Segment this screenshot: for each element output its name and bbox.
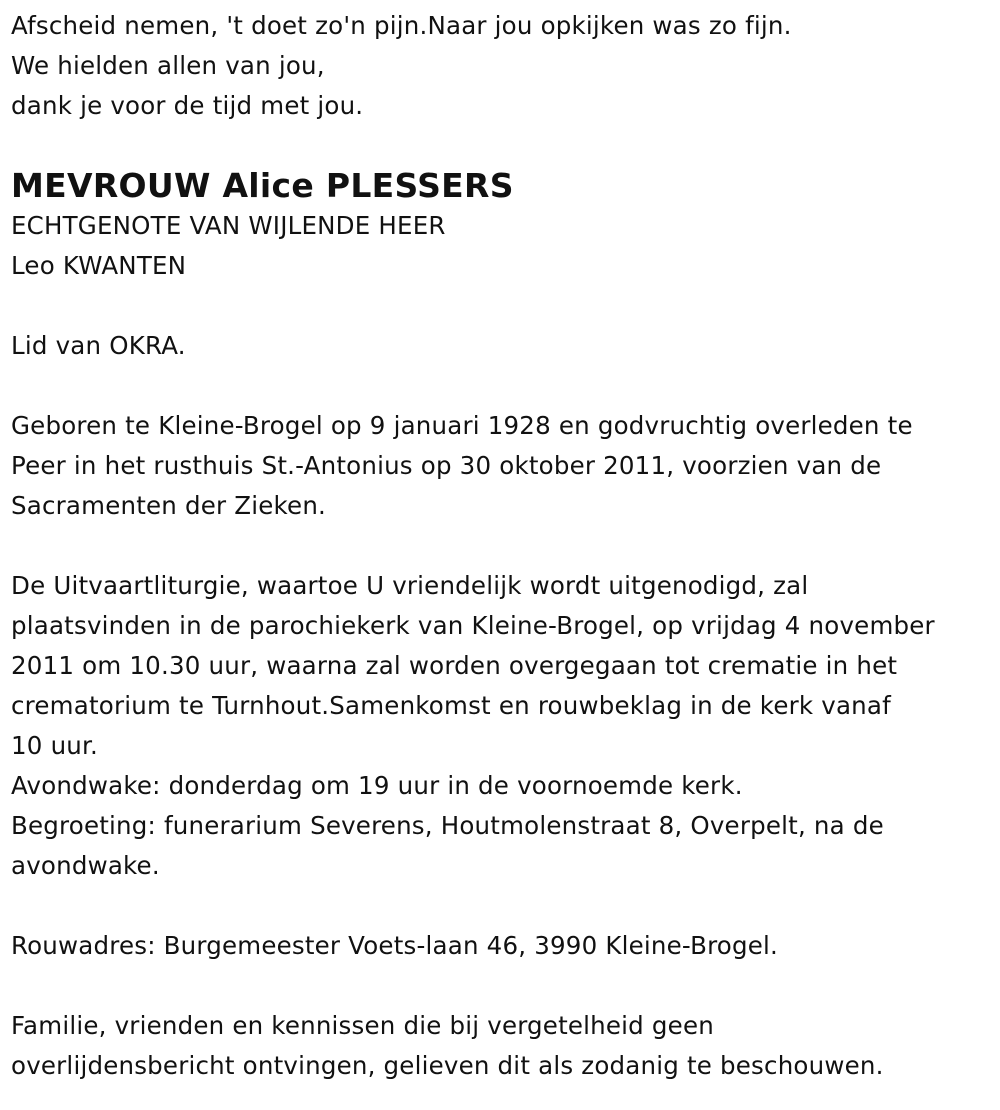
paragraph-line: Peer in het rusthuis St.-Antonius op 30 oktober 2011, voorzien van de	[11, 451, 882, 480]
paragraph-line: overlijdensbericht ontvingen, gelieven dit als zodanig te beschouwen.	[11, 1051, 884, 1080]
spacer	[11, 366, 996, 406]
deceased-name: MEVROUW Alice PLESSERS	[11, 166, 514, 205]
paragraph-line: Geboren te Kleine-Brogel op 9 januari 1928 en godvruchtig overleden te	[11, 411, 913, 440]
funeral-paragraph	[11, 566, 996, 886]
paragraph-line: De Uitvaartliturgie, waartoe U vriendelijk wordt uitgenodigd, zal	[11, 571, 809, 600]
paragraph-line: plaatsvinden in de parochiekerk van Kleine-Brogel, op vrijdag 4 november	[11, 611, 935, 640]
spouse-name: Leo KWANTEN	[11, 251, 187, 280]
birth-death-paragraph	[11, 406, 996, 526]
greeting-line: Begroeting: funerarium Severens, Houtmolenstraat 8, Overpelt, na de	[11, 811, 884, 840]
paragraph-line: Familie, vrienden en kennissen die bij vergetelheid geen	[11, 1011, 714, 1040]
spacer	[11, 126, 996, 166]
membership-text: Lid van OKRA.	[11, 331, 186, 360]
spacer	[11, 286, 996, 326]
wake-line: Avondwake: donderdag om 19 uur in de voornoemde kerk.	[11, 771, 743, 800]
paragraph-line: Sacramenten der Zieken.	[11, 491, 327, 520]
spacer	[11, 886, 996, 926]
verse	[11, 6, 996, 126]
closing-paragraph	[11, 1006, 996, 1086]
spacer	[11, 966, 996, 1006]
paragraph-line: 2011 om 10.30 uur, waarna zal worden overgegaan tot crematie in het	[11, 651, 898, 680]
spacer	[11, 526, 996, 566]
verse-line: dank je voor de tijd met jou.	[11, 91, 364, 120]
verse-line: We hielden allen van jou,	[11, 51, 325, 80]
relation-text: ECHTGENOTE VAN WIJLENDE HEER	[11, 211, 446, 240]
deceased-block	[11, 166, 996, 286]
obituary-notice	[11, 6, 996, 1086]
paragraph-line: 10 uur.	[11, 731, 99, 760]
paragraph-line: crematorium te Turnhout.Samenkomst en rouwbeklag in de kerk vanaf	[11, 691, 891, 720]
paragraph-line: avondwake.	[11, 851, 160, 880]
verse-line: Afscheid nemen, 't doet zo'n pijn.Naar jou opkijken was zo fijn.	[11, 11, 792, 40]
mourning-address: Rouwadres: Burgemeester Voets-laan 46, 3990 Kleine-Brogel.	[11, 931, 779, 960]
